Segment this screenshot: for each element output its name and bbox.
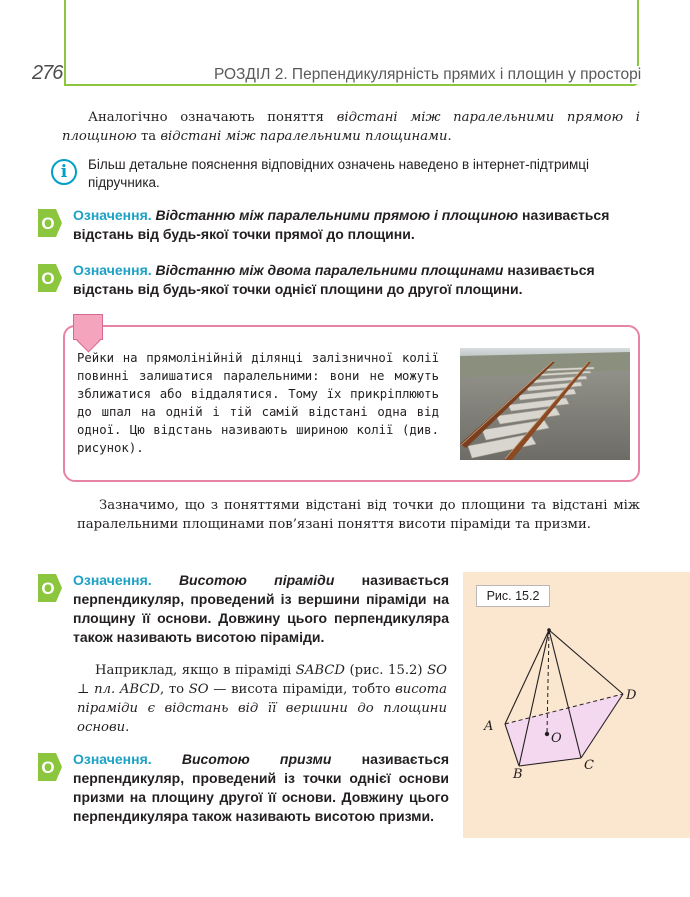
definition-term: Відстанню між паралельними прямою і площиною: [155, 207, 519, 223]
definition-icon: [34, 751, 64, 783]
label-O: O: [551, 731, 562, 746]
intro-paragraph: [62, 108, 640, 146]
info-note-text: Більш детальне пояснення відповідних означень наведено в інтернет-підтримці підручника.: [88, 157, 590, 190]
definition-term: Відстанню між двома паралельними площинами: [155, 262, 504, 278]
railway-track-photo: [460, 348, 630, 460]
info-icon: i: [51, 159, 77, 185]
label-B: B: [513, 767, 523, 782]
definition-icon: [34, 262, 64, 294]
definition-2: [73, 261, 640, 299]
example-text-2: (рис. 15.2): [344, 663, 428, 678]
definition-keyword: Означення.: [73, 207, 152, 223]
intro-text-2: та: [136, 129, 161, 144]
svg-text:О: О: [41, 214, 55, 233]
example-paragraph: [77, 661, 447, 737]
definition-body: називається відстань від будь-якої точки однієї площини до другої площини.: [73, 262, 595, 297]
definition-icon: [34, 572, 64, 604]
definition-keyword: Означення.: [73, 572, 152, 588]
example-text-1: Наприклад, якщо в піраміді: [95, 663, 296, 678]
pyramid-base: [505, 694, 623, 766]
example-text-5: .: [125, 720, 130, 735]
intro-italic-1: відстані між паралельними прямою і площиною: [62, 110, 640, 144]
definition-keyword: Означення.: [73, 751, 152, 767]
label-C: C: [584, 758, 594, 773]
edge-SA: [505, 630, 549, 724]
example-text-3: , то: [159, 682, 189, 697]
railway-track-illustration: [460, 348, 630, 460]
label-A: A: [484, 719, 494, 734]
definition-icon: [34, 207, 64, 239]
example-height-segment: SO: [188, 682, 209, 697]
example-pyramid-name: SABCD: [295, 663, 345, 678]
pyramid-figure: [463, 572, 690, 838]
definition-3: [73, 571, 449, 647]
intro-text-3: .: [447, 129, 452, 144]
running-head: РОЗДІЛ 2. Перпендикулярність прямих і площин у просторі: [214, 66, 642, 83]
svg-text:О: О: [41, 758, 55, 777]
page-number: 276: [32, 62, 63, 84]
definition-term: Висотою піраміди: [178, 572, 335, 588]
remark-paragraph: Зазначимо, що з поняттями відстані від точки до площини та відстані між паралельними площинами пов’язані поняття висоти піраміди та призми.: [77, 498, 640, 532]
svg-text:О: О: [41, 269, 55, 288]
bookmark-icon: [73, 314, 103, 340]
example-italic: висота піраміди є відстань від її вершини до площини основи: [77, 682, 447, 735]
figure-caption: Рис. 15.2: [476, 585, 550, 607]
definition-body: називається перпендикуляр, проведений із вершини піраміди на площину її основи. Довжину цього перпендикуляра також називають висотою піраміди.: [73, 572, 450, 645]
point-S: [547, 628, 551, 632]
example-relation: SO ⊥ пл. ABCD: [77, 663, 447, 697]
intro-text-1: Аналогічно означають поняття: [88, 110, 337, 125]
definition-body: називається перпендикуляр, проведений із точки однієї основи призми на площину другої її основи. Довжину цього перпендикуляра також називають висотою призми.: [73, 751, 449, 824]
definition-1: [73, 206, 640, 244]
edge-SD: [549, 630, 623, 694]
intro-italic-2: відстані між паралельними площинами: [160, 129, 448, 144]
point-O: [545, 732, 549, 736]
svg-text:О: О: [41, 579, 55, 598]
definition-keyword: Означення.: [73, 262, 152, 278]
definition-body: називається відстань від будь-якої точки прямої до площини.: [73, 207, 610, 242]
rail-note-text: Рейки на прямолінійній ділянці залізничної колії повинні залишатися паралельними: вони не можуть зближатися або віддалятися. Тому їх прикріплюють до шпал на одній і тій самій відстані одна від одної. Цю відстань називають шириною колії (див. рисунок).: [77, 351, 439, 455]
label-D: D: [626, 688, 637, 703]
definition-4: [73, 750, 449, 826]
definition-term: Висотою призми: [181, 751, 332, 767]
example-text-4: — висота піраміди, тобто: [208, 682, 396, 697]
